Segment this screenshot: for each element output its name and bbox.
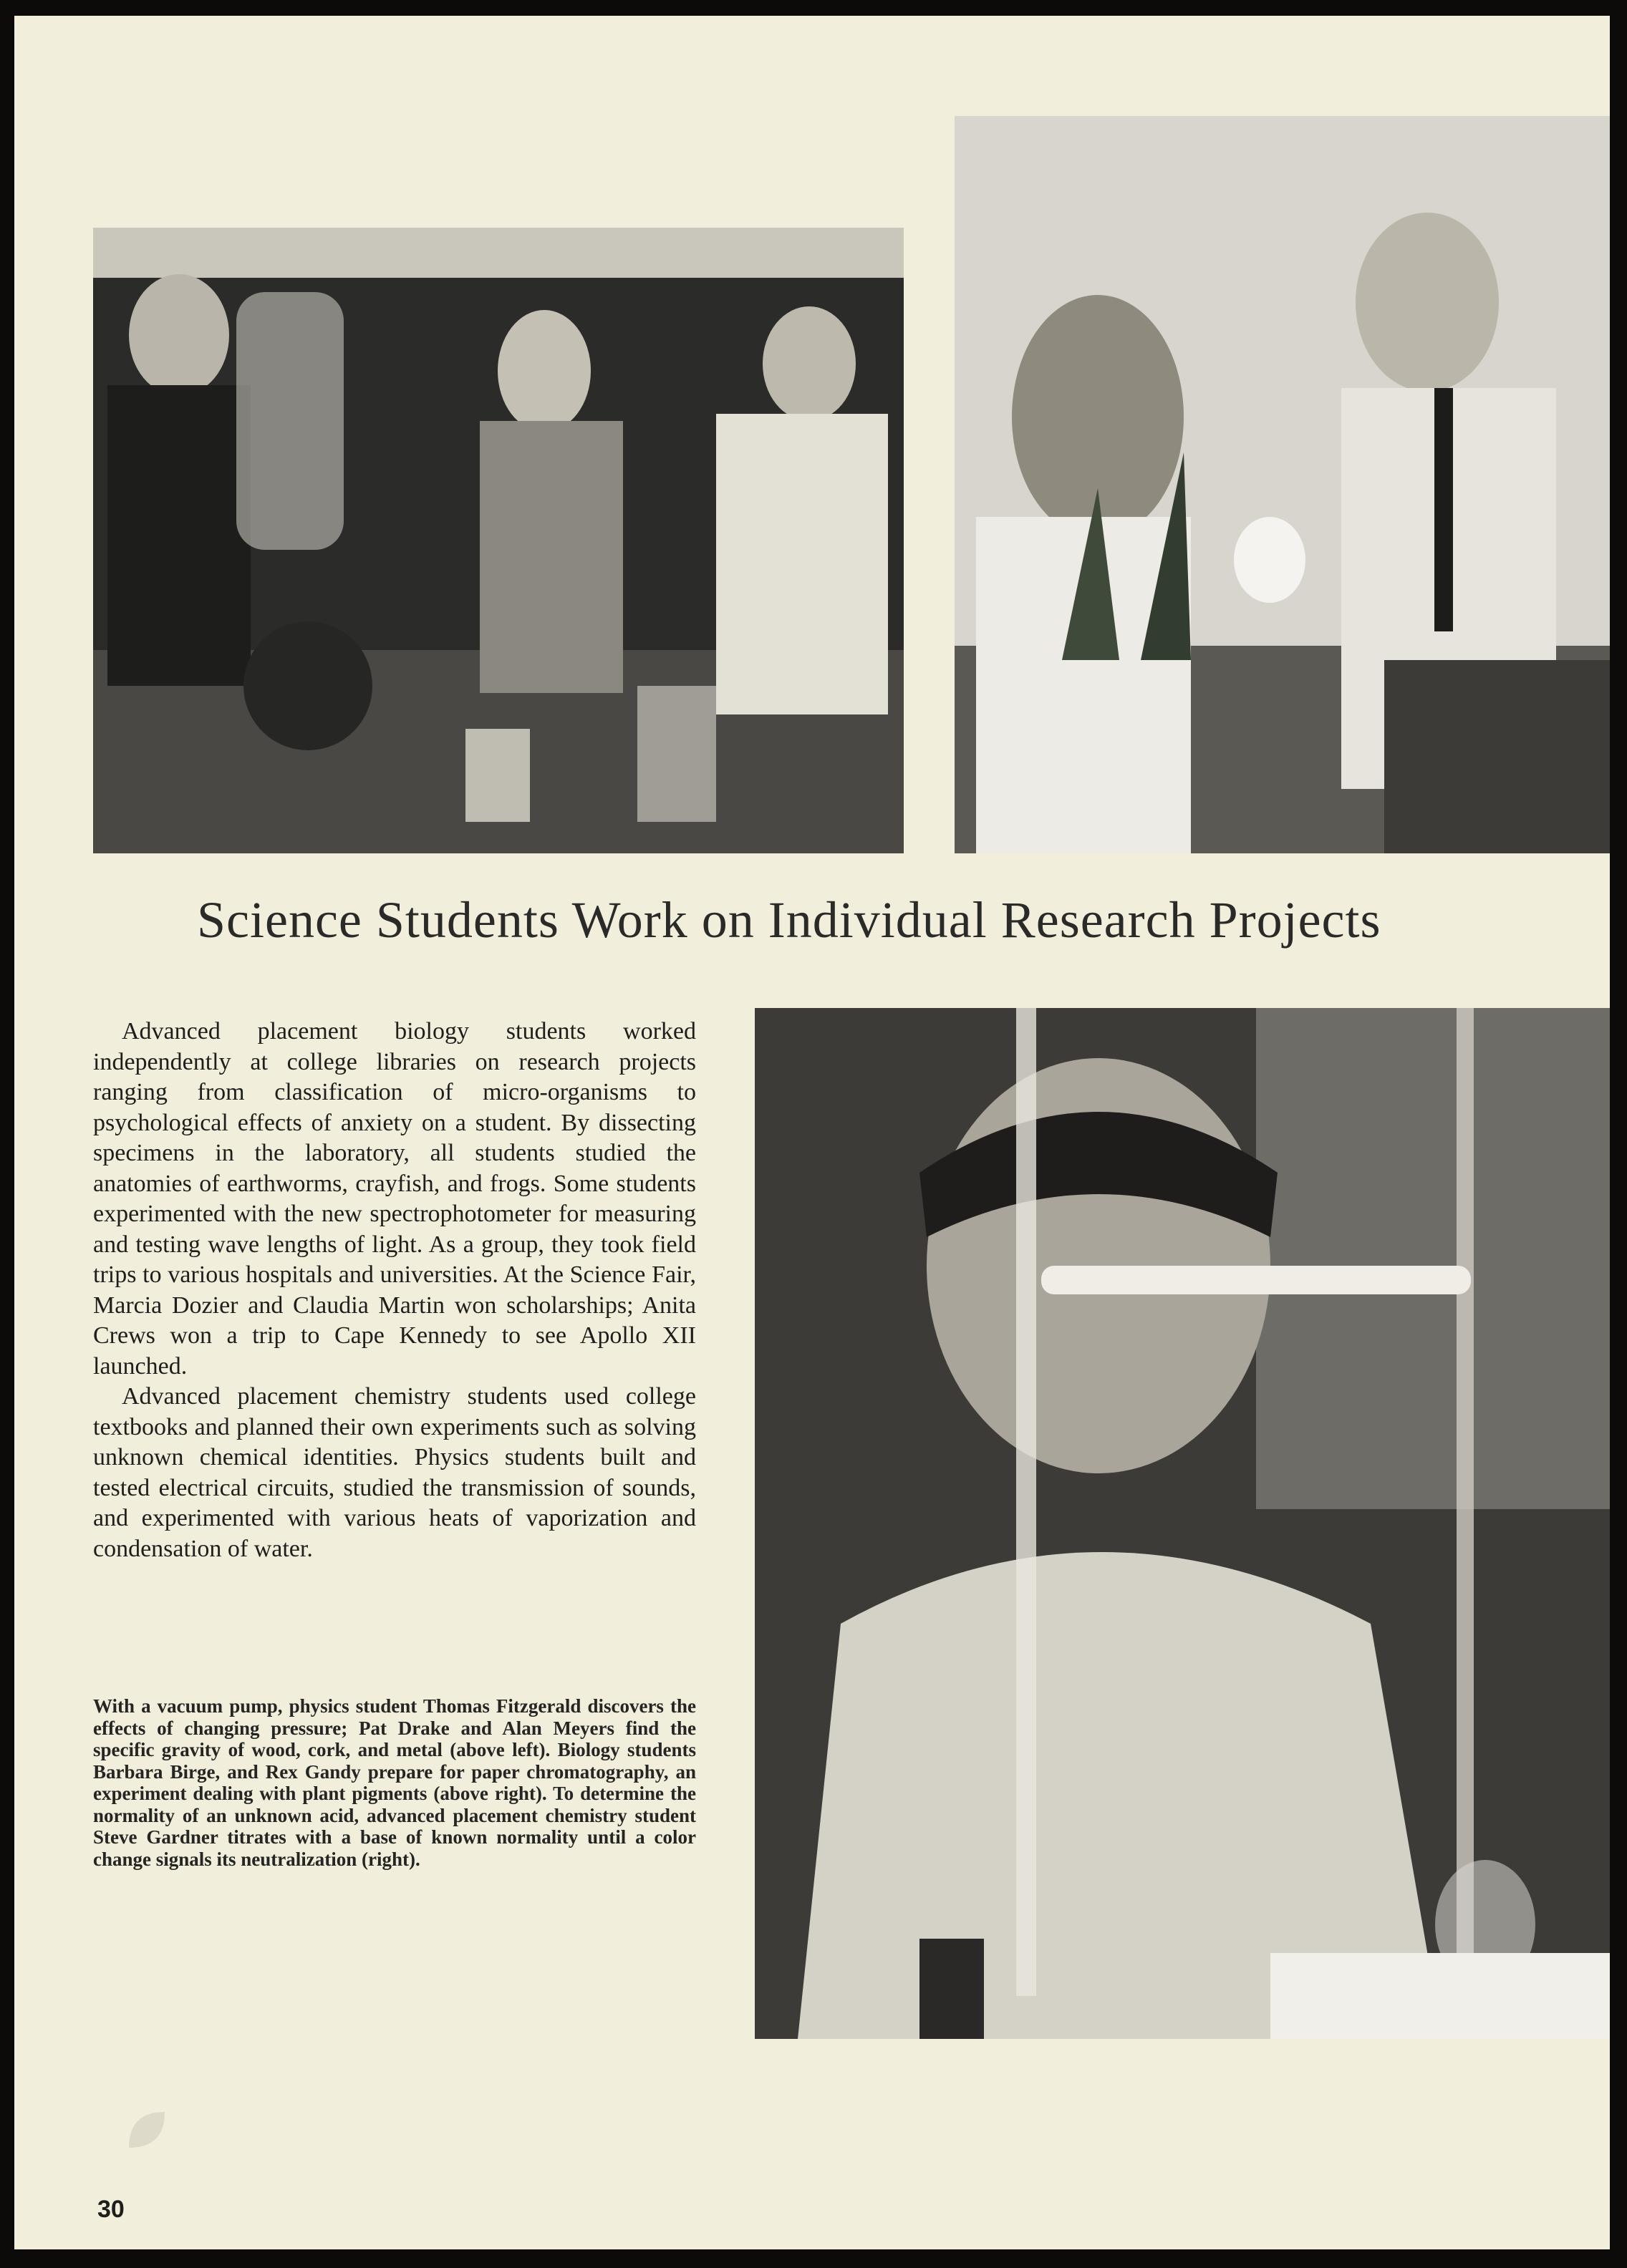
leaf-watermark-icon: [122, 2105, 172, 2155]
photo-titration-lab: [755, 1008, 1610, 2039]
photo-chromatography-lab: [955, 116, 1610, 853]
article-body: [93, 1017, 696, 1564]
photo-vacuum-pump-illustration: [93, 228, 904, 853]
photo-chromatography-illustration: [955, 116, 1610, 853]
photo-caption: With a vacuum pump, physics student Thomas Fitzgerald discovers the effects of changing pressure; Pat Drake and Alan Meyers find the specific gravity of wood, cork, and metal (above left). Biology students Barbara Birge, and Rex Gandy prepare for paper chromatography, an experiment dealing with plant pigments (above right). To determine the normality of an unknown acid, advanced placement chemistry student Steve Gardner titrates with a base of known normality until a color change signals its neutralization (right).: [93, 1695, 696, 1870]
article-paragraph-biology: Advanced placement biology students worked independently at college libraries on research projects ranging from classification of micro-organisms to psychological effects of anxiety on a student. By dissecting specimens in the laboratory, all students studied the anatomies of earthworms, crayfish, and frogs. Some students experimented with the new spectrophotometer for measuring and testing wave lengths of light. As a group, they took field trips to various hospitals and universities. At the Science Fair, Marcia Dozier and Claudia Martin won scholarships; Anita Crews won a trip to Cape Kennedy to see Apollo XII launched.: [93, 1018, 696, 1380]
page-headline: Science Students Work on Individual Research Projects: [197, 891, 1381, 949]
article-paragraph-chemistry-physics: Advanced placement chemistry students used college textbooks and planned their own experiments such as solving unknown chemical identities. Physics students built and tested electrical circuits, studied the transmission of sounds, and experimented with various heats of vaporization and condensation of water.: [93, 1383, 696, 1562]
photo-titration-illustration: [755, 1008, 1610, 2039]
yearbook-page: [14, 16, 1610, 2249]
photo-vacuum-pump-lab: [93, 228, 904, 853]
page-number: 30: [97, 2196, 125, 2223]
